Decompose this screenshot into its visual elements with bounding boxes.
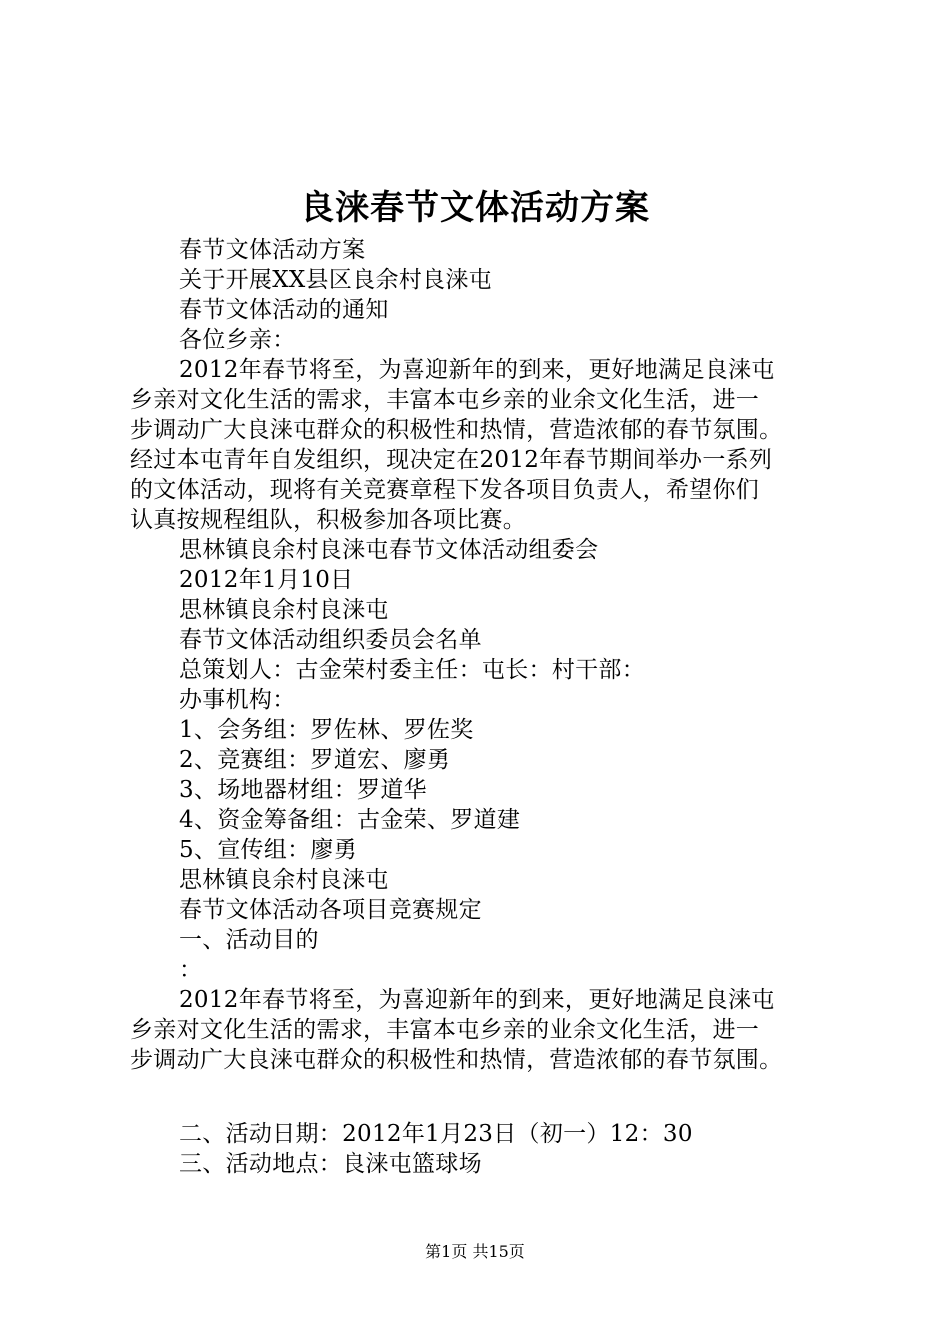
list-item: 4、资金筹备组：古金荣、罗道建 [179, 807, 521, 833]
section-heading: 思林镇良余村良涞屯 [179, 867, 389, 893]
paragraph-line: 乡亲对文化生活的需求，丰富本屯乡亲的业余文化生活，进一 [130, 387, 760, 413]
notice-heading-line-2: 春节文体活动的通知 [179, 297, 389, 323]
subtitle-line: 春节文体活动方案 [179, 237, 366, 263]
list-item: 2、竞赛组：罗道宏、廖勇 [179, 747, 451, 773]
section-heading: 春节文体活动组织委员会名单 [179, 627, 482, 653]
document-title: 良涞春节文体活动方案 [300, 188, 650, 228]
activity-location-line: 三、活动地点：良涞屯篮球场 [179, 1151, 482, 1177]
section-heading: 一、活动目的 [179, 927, 319, 953]
signature-date: 2012年1月10日 [179, 567, 354, 593]
salutation: 各位乡亲： [179, 327, 296, 353]
paragraph-line: 乡亲对文化生活的需求，丰富本屯乡亲的业余文化生活，进一 [130, 1017, 760, 1043]
paragraph-line: 的文体活动，现将有关竞赛章程下发各项目负责人，希望你们 [130, 477, 760, 503]
blank-gap [130, 1075, 840, 1119]
page-footer: 第1页 共15页 [425, 1242, 525, 1261]
paragraph-line: 经过本屯青年自发组织，现决定在2012年春节期间举办一系列 [130, 447, 773, 473]
list-item: 总策划人：古金荣村委主任：屯长：村干部： [179, 657, 645, 683]
document-body [130, 235, 840, 1179]
punctuation-line: ： [179, 957, 203, 983]
paragraph-line: 步调动广大良涞屯群众的积极性和热情，营造浓郁的春节氛围。 [130, 417, 783, 443]
paragraph-line: 认真按规程组队，积极参加各项比赛。 [130, 507, 527, 533]
list-item: 办事机构： [179, 687, 296, 713]
activity-date-line: 二、活动日期：2012年1月23日（初一）12：30 [179, 1121, 693, 1147]
paragraph-line: 2012年春节将至，为喜迎新年的到来，更好地满足良涞屯 [179, 987, 775, 1013]
paragraph-line: 步调动广大良涞屯群众的积极性和热情，营造浓郁的春节氛围。 [130, 1047, 783, 1073]
list-item: 3、场地器材组：罗道华 [179, 777, 427, 803]
section-heading: 春节文体活动各项目竞赛规定 [179, 897, 482, 923]
section-heading: 思林镇良余村良涞屯 [179, 597, 389, 623]
list-item: 1、会务组：罗佐林、罗佐奖 [179, 717, 474, 743]
paragraph-line: 2012年春节将至，为喜迎新年的到来，更好地满足良涞屯 [179, 357, 775, 383]
notice-heading-line-1: 关于开展XX县区良余村良涞屯 [179, 267, 492, 293]
signature-committee: 思林镇良余村良涞屯春节文体活动组委会 [179, 537, 599, 563]
list-item: 5、宣传组：廖勇 [179, 837, 358, 863]
